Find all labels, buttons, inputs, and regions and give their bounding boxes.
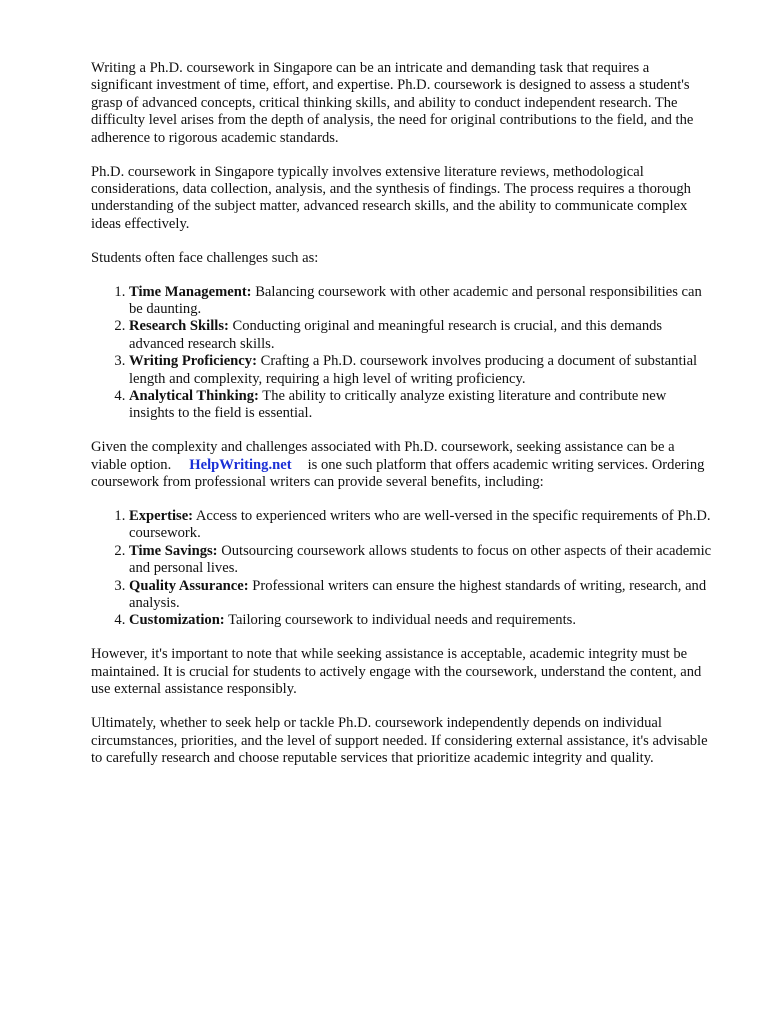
- assistance-paragraph: [91, 439, 713, 491]
- list-item: [129, 388, 713, 423]
- list-item-text: Balancing coursework with other academic and personal responsibilities can be daunting.: [129, 283, 702, 317]
- benefits-list: [91, 508, 713, 630]
- list-item-term: Quality Assurance:: [129, 577, 249, 594]
- list-item-term: Customization:: [129, 612, 225, 629]
- list-item-term: Analytical Thinking:: [129, 388, 259, 404]
- list-item-text: Tailoring coursework to individual needs and requirements.: [228, 612, 576, 629]
- list-item-term: Expertise:: [129, 508, 194, 525]
- list-item-term: Time Management:: [129, 283, 252, 300]
- assistance-text-after: is one such platform that offers academic writing services. Ordering coursework from professional writers can provide several benefits, including:: [91, 456, 705, 491]
- list-item: [129, 578, 713, 613]
- challenges-list: [91, 284, 713, 423]
- list-item-text: Crafting a Ph.D. coursework involves producing a document of substantial length and complexity, requiring a high level of writing proficiency.: [129, 353, 698, 387]
- intro-paragraph: Writing a Ph.D. coursework in Singapore can be an intricate and demanding task that requires a significant investment of time, effort, and expertise. Ph.D. coursework is designed to assess a student's grasp of advanced concepts, critical thinking skills, and ability to conduct independent research. The difficulty level arises from the depth of analysis, the need for original contributions to the field, and the adherence to rigorous academic standards.: [91, 60, 694, 146]
- list-item: [129, 612, 713, 629]
- list-item-term: Writing Proficiency:: [129, 353, 257, 370]
- list-item: [129, 543, 713, 578]
- list-item-text: Access to experienced writers who are well-versed in the specific requirements of Ph.D. coursework.: [129, 508, 711, 542]
- list-item: [129, 508, 713, 543]
- list-item-text: The ability to critically analyze existing literature and contribute new insights to the field is essential.: [129, 388, 667, 422]
- challenges-intro-paragraph: Students often face challenges such as:: [91, 249, 319, 266]
- list-item-term: Research Skills:: [129, 318, 229, 335]
- list-item: [129, 284, 713, 319]
- list-item-term: Time Savings:: [129, 542, 218, 559]
- helpwriting-link[interactable]: HelpWriting.net: [189, 456, 292, 473]
- list-item: [129, 353, 713, 388]
- list-item: [129, 318, 713, 353]
- integrity-paragraph: However, it's important to note that while seeking assistance is acceptable, academic integrity must be maintained. It is crucial for students to actively engage with the coursework, understand the content, and use external assistance responsibly.: [91, 646, 702, 698]
- document-page: [91, 60, 713, 784]
- process-paragraph: Ph.D. coursework in Singapore typically involves extensive literature reviews, methodological considerations, data collection, analysis, and the synthesis of findings. The process requires a thorough understanding of the subject matter, advanced research skills, and the ability to communicate complex ideas effectively.: [91, 163, 691, 232]
- list-item-text: Outsourcing coursework allows students to focus on other aspects of their academic and personal lives.: [129, 542, 712, 577]
- list-item-text: Conducting original and meaningful research is crucial, and this demands advanced research skills.: [129, 318, 663, 352]
- assistance-text-before: Given the complexity and challenges associated with Ph.D. coursework, seeking assistance can be a viable option.: [91, 439, 675, 473]
- conclusion-paragraph: Ultimately, whether to seek help or tackle Ph.D. coursework independently depends on individual circumstances, priorities, and the level of support needed. If considering external assistance, it's advisable to carefully research and choose reputable services that prioritize academic integrity and quality.: [91, 715, 708, 766]
- list-item-text: Professional writers can ensure the highest standards of writing, research, and analysis.: [129, 577, 707, 612]
